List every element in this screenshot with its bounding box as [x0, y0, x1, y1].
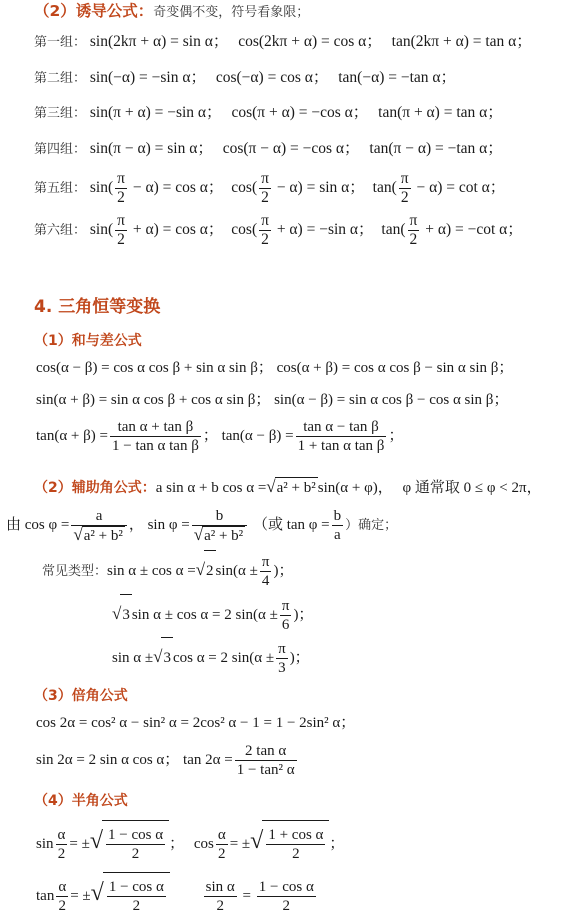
formula-part: tan(: [372, 179, 397, 196]
formula-part: cos(: [231, 179, 258, 196]
denominator: [192, 526, 247, 545]
formula-part: ；: [329, 836, 345, 852]
induction-group-6: [34, 210, 523, 251]
radicand: [103, 872, 170, 919]
denominator: a: [334, 527, 341, 544]
radicand: 3: [120, 594, 132, 635]
denominator: 2: [261, 188, 269, 206]
formula-part: sin: [36, 836, 54, 852]
numerator: α: [217, 827, 226, 844]
numerator: 1 − cos α: [108, 879, 164, 896]
denominator: 2: [409, 230, 418, 248]
formula-part: ， sin φ =: [128, 517, 190, 533]
denominator: 2: [216, 898, 224, 915]
formula-part: = ±: [69, 836, 90, 852]
sin-fraction: [204, 878, 237, 915]
tan-diff-fraction: [296, 418, 387, 455]
one-minus-cos-fraction: [257, 878, 316, 915]
radicand: a² + b²: [275, 477, 318, 498]
formula-part: )；: [289, 650, 310, 666]
pi-over-4-fraction: [260, 553, 272, 590]
formula: sin(π + α) = −sin α；: [89, 104, 222, 121]
sqrt-sign: √: [153, 647, 163, 666]
formula-part: )；: [293, 607, 314, 623]
denominator: 1 − tan² α: [236, 762, 295, 779]
formula-part: sin 2α = 2 sin α cos α； tan 2α =: [36, 752, 233, 768]
group-label: 第六组：: [34, 223, 87, 238]
alpha-over-2-fraction: [56, 826, 68, 863]
formula-part: + α) = cos α；: [128, 221, 224, 238]
induction-group-2: [34, 68, 456, 89]
formula: cos(2kπ + α) = cos α；: [238, 33, 382, 50]
group-label: 第四组：: [34, 142, 87, 157]
denominator: 2: [132, 898, 141, 915]
formula-part: sin(: [89, 221, 114, 238]
numerator: π: [278, 641, 286, 658]
formula-part: − α) = cot α；: [412, 179, 506, 196]
numerator: tan α + tan β: [110, 418, 201, 437]
numerator: 1 − cos α: [258, 879, 314, 896]
pi-over-2-fraction: [115, 170, 127, 207]
group-label: 第二组：: [34, 71, 87, 86]
half-angle-line-1: [36, 818, 344, 867]
formula: sin(π − α) = sin α；: [89, 140, 213, 157]
sqrt-sign: √: [112, 604, 122, 623]
formula-part: = ±: [229, 836, 251, 852]
radicand: [102, 820, 169, 867]
double-angle-line-2: [36, 738, 299, 782]
formula-part: tan(α + β) =: [36, 428, 108, 444]
numerator: b: [192, 507, 247, 526]
pi-over-2-fraction: [115, 212, 127, 249]
double-angle-heading: （3）倍角公式: [34, 688, 128, 704]
numerator: π: [281, 598, 290, 615]
numerator: 1 + cos α: [268, 827, 324, 844]
sqrt-sign: √: [250, 828, 264, 854]
induction-group-5: [34, 168, 505, 209]
common-types-label: 常见类型：: [42, 564, 108, 579]
denominator: 6: [281, 617, 290, 634]
denominator: 1 + tan α tan β: [297, 438, 385, 455]
formula-part: 由 cos φ =: [6, 517, 70, 533]
formula-part: tan(: [381, 221, 406, 238]
cos-phi-fraction: [71, 507, 126, 545]
numerator: 2 tan α: [235, 742, 297, 761]
pi-over-2-fraction: [408, 212, 420, 249]
formula-part: )；: [273, 563, 294, 579]
numerator: sin α: [205, 879, 235, 896]
section-title: 4. 三角恒等变换: [34, 297, 161, 317]
formula-part: ）确定；: [345, 518, 398, 533]
sin-phi-fraction: [192, 507, 247, 545]
formula-part: cos(: [231, 221, 258, 238]
formula-part: ； tan(α − β) =: [202, 428, 294, 444]
sqrt-sign: √: [73, 524, 83, 544]
denominator: 2: [218, 846, 226, 863]
double-angle-line-1: cos 2α = cos² α − sin² α = 2cos² α − 1 = 1 − 2sin² α；: [36, 715, 356, 731]
radicand: 3: [161, 637, 173, 678]
denominator: 3: [278, 660, 286, 677]
induction-rule: 奇变偶不变，符号看象限；: [153, 5, 310, 20]
formula-part: − α) = sin α；: [272, 179, 365, 196]
formula-part: ；: [388, 428, 404, 444]
aux-determine-line: [6, 503, 397, 548]
half-angle-line-2: tan $\frac{\alpha}{2}$ = ±√ $\frac{\text{1 − cos α}}{2}$ $\frac{\text{sin α}}{2}$ = $\frac{\text{1 − cos α}}{2}$: [36, 870, 318, 919]
radicand: a² + b²: [83, 527, 123, 544]
alpha-over-2-fraction: [56, 878, 68, 915]
pi-over-6-fraction: [280, 597, 292, 634]
numerator: π: [261, 211, 269, 229]
tan-sum-diff-line: [36, 414, 403, 458]
numerator: π: [117, 211, 125, 229]
sqrt-sign: √: [90, 880, 104, 906]
pi-over-2-fraction: [259, 212, 271, 249]
numerator: α: [58, 879, 67, 896]
pi-over-3-fraction: [276, 640, 288, 677]
pi-over-2-fraction: [259, 170, 271, 207]
numerator: 1 − cos α: [108, 827, 164, 844]
denominator: 2: [282, 898, 291, 915]
induction-heading-line: [34, 1, 309, 23]
formula-part: φ 通常取 0 ≤ φ < 2π，: [402, 480, 542, 496]
aux-common-2: [112, 594, 313, 635]
denominator: 4: [261, 573, 270, 590]
formula-part: a sin α + b cos α =: [155, 480, 267, 496]
numerator: π: [117, 169, 125, 187]
sum-diff-line-1: cos(α − β) = cos α cos β + sin α sin β； cos(α + β) = cos α cos β − sin α sin β；: [36, 360, 514, 376]
denominator: 2: [131, 846, 140, 863]
formula: sin(−α) = −sin α；: [89, 69, 206, 86]
formula-part: ；: [169, 836, 185, 852]
numerator: tan α − tan β: [296, 418, 387, 437]
numerator: b: [333, 508, 342, 525]
formula-part: sin α ± cos α =: [107, 563, 196, 579]
tan-phi-fraction: [332, 507, 344, 544]
alpha-over-2-fraction: [216, 826, 228, 863]
aux-heading: （2）辅助角公式：: [34, 480, 156, 496]
sqrt-sign: √: [193, 524, 204, 544]
sqrt-sign: √: [266, 477, 276, 496]
numerator: α: [57, 827, 66, 844]
formula-part: + α) = −cot α；: [421, 221, 523, 238]
formula-part: sin(: [89, 179, 114, 196]
induction-group-4: [34, 139, 503, 160]
group-label: 第五组：: [34, 181, 87, 196]
denominator: 2: [57, 846, 66, 863]
formula: cos(−α) = cos α；: [215, 69, 329, 86]
formula-part: sin α ±: [112, 650, 154, 666]
radicand: 2: [204, 550, 216, 591]
sum-diff-heading: （1）和与差公式: [34, 333, 142, 349]
group-label: 第三组：: [34, 106, 87, 121]
denominator: 1 − tan α tan β: [111, 438, 199, 455]
induction-group-3: [34, 103, 503, 124]
formula-part: sin α ± cos α = 2 sin(α ±: [131, 607, 278, 623]
formula-part: − α) = cos α；: [128, 179, 224, 196]
half-angle-heading: （4）半角公式: [34, 793, 128, 809]
formula-part: cos α = 2 sin(α ±: [172, 650, 275, 666]
formula-part: cos: [193, 836, 214, 852]
numerator: π: [400, 169, 409, 187]
tan-double-fraction: [235, 742, 297, 779]
formula-part: + α) = −sin α；: [272, 221, 374, 238]
numerator: a: [71, 507, 126, 526]
numerator: π: [261, 169, 269, 187]
formula: cos(π + α) = −cos α；: [231, 104, 369, 121]
formula: tan(2kπ + α) = tan α；: [391, 33, 532, 50]
radicand: [262, 820, 329, 867]
induction-heading: （2）诱导公式：: [34, 2, 154, 20]
formula: tan(−α) = −tan α；: [338, 69, 457, 86]
formula-part: sin(α + φ)，: [317, 480, 393, 496]
denominator: [71, 526, 126, 545]
aux-heading-line: [34, 477, 542, 498]
group-label: 第一组：: [34, 35, 87, 50]
sqrt-sign: √: [195, 560, 206, 579]
numerator: π: [261, 554, 270, 571]
denominator: 2: [58, 898, 66, 915]
denominator: 2: [261, 230, 269, 248]
formula-part: = ±: [70, 888, 91, 904]
denominator: 2: [400, 188, 409, 206]
tan-sum-fraction: [110, 418, 201, 455]
induction-group-1: [34, 32, 532, 53]
formula-part: （或 tan φ =: [252, 517, 330, 533]
formula: sin(2kπ + α) = sin α；: [89, 33, 229, 50]
radicand: a² + b²: [204, 527, 244, 544]
sqrt-sign: √: [89, 828, 103, 854]
aux-common-3: [112, 637, 310, 678]
pi-over-2-fraction: [399, 170, 411, 207]
formula: cos(π − α) = −cos α；: [222, 140, 360, 157]
denominator: 2: [292, 846, 300, 863]
formula: tan(π − α) = −tan α；: [369, 140, 503, 157]
denominator: 2: [117, 230, 125, 248]
formula: tan(π + α) = tan α；: [378, 104, 503, 121]
sum-diff-line-2: sin(α + β) = sin α cos β + cos α sin β； sin(α − β) = sin α cos β − cos α sin β；: [36, 392, 509, 408]
denominator: 2: [117, 188, 125, 206]
formula-part: tan: [36, 888, 55, 904]
aux-common-1: [42, 550, 293, 592]
numerator: π: [409, 211, 418, 229]
formula-part: sin(α ±: [215, 563, 258, 579]
